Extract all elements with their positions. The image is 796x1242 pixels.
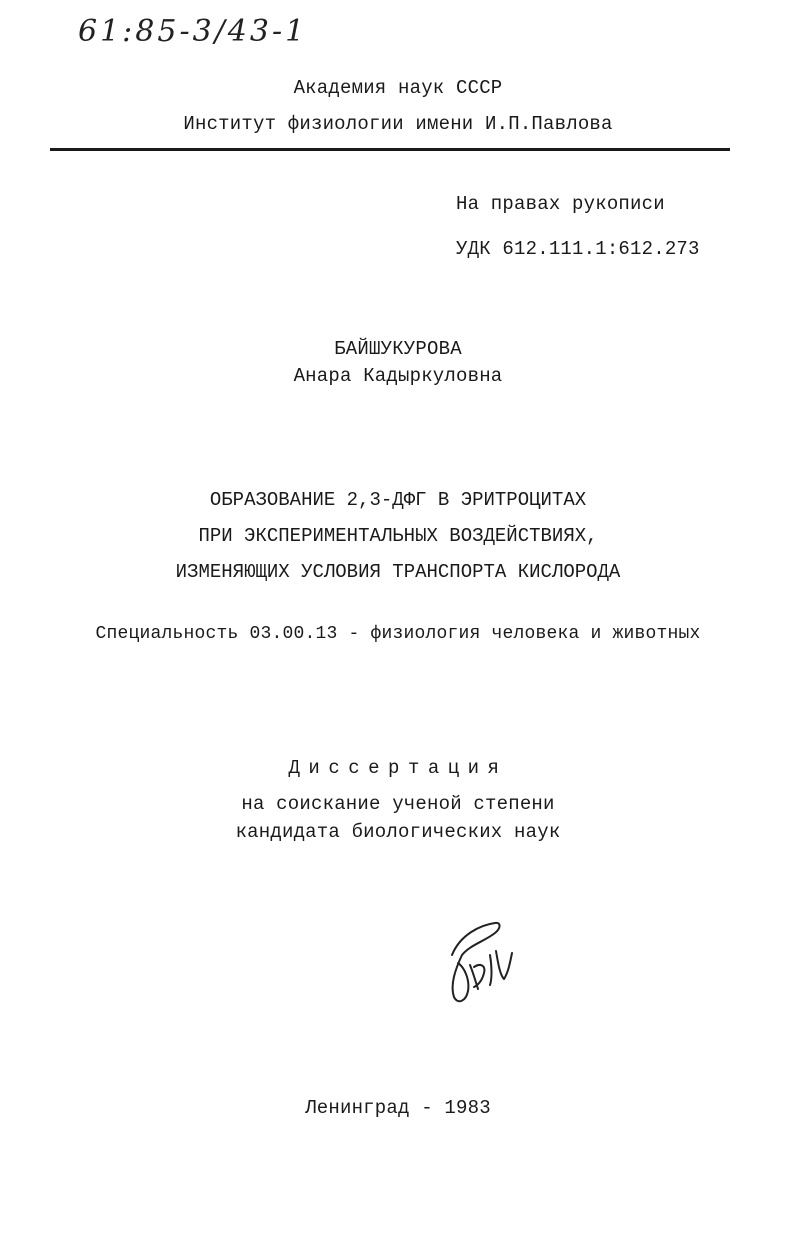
udk-code: УДК 612.111.1:612.273 bbox=[456, 238, 700, 260]
author-given-name: Анара Кадыркуловна bbox=[293, 365, 503, 387]
header-divider bbox=[50, 148, 730, 151]
specialty: Специальность 03.00.13 - физиология человека и животных bbox=[95, 624, 701, 644]
institute-name: Институт физиологии имени И.П.Павлова bbox=[183, 113, 613, 135]
author-surname: БАЙШУКУРОВА bbox=[334, 338, 462, 360]
degree-line-2: кандидата биологических наук bbox=[235, 821, 561, 843]
place-and-year: Ленинград - 1983 bbox=[305, 1097, 491, 1119]
manuscript-rights: На правах рукописи bbox=[456, 193, 665, 215]
title-line-3: ИЗМЕНЯЮЩИХ УСЛОВИЯ ТРАНСПОРТА КИСЛОРОДА bbox=[175, 561, 621, 583]
document-type: Диссертация bbox=[288, 757, 508, 779]
title-line-2: ПРИ ЭКСПЕРИМЕНТАЛЬНЫХ ВОЗДЕЙСТВИЯХ, bbox=[198, 525, 598, 547]
title-line-1: ОБРАЗОВАНИЕ 2,3-ДФГ В ЭРИТРОЦИТАХ bbox=[209, 489, 587, 511]
archive-number: 61:85-3/43-1 bbox=[78, 14, 308, 49]
degree-line-1: на соискание ученой степени bbox=[241, 793, 555, 815]
signature-icon bbox=[440, 915, 530, 1010]
academy-name: Академия наук СССР bbox=[293, 77, 503, 99]
